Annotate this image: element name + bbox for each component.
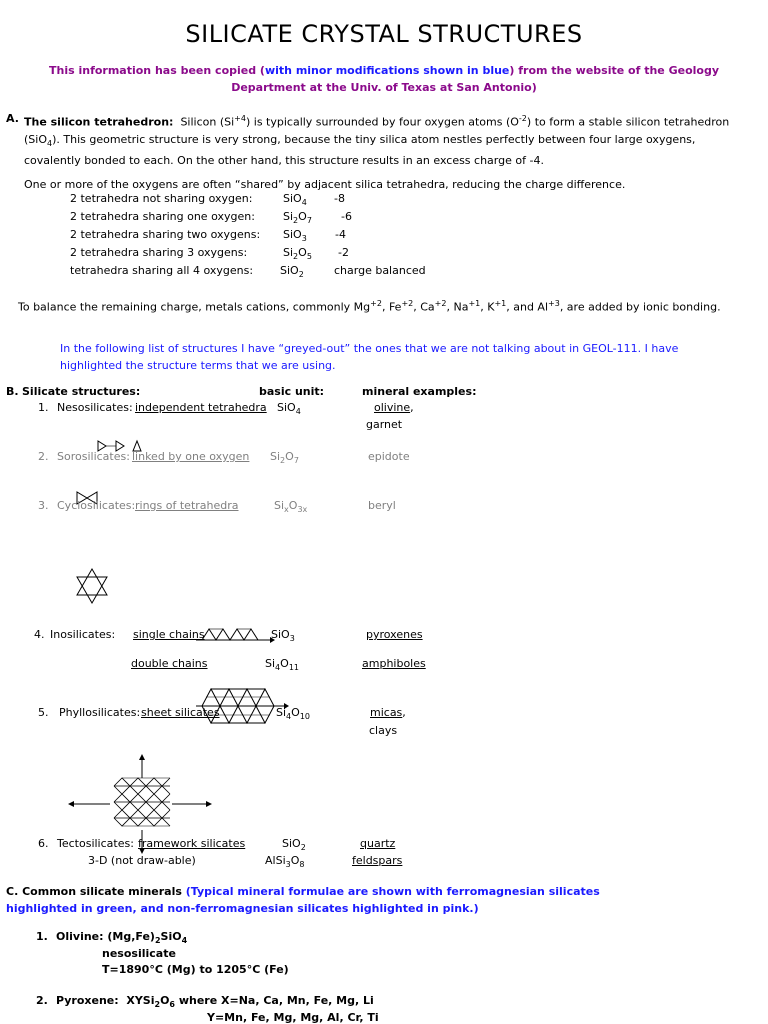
text: Si [265,657,276,670]
sub: 4 [275,663,281,673]
text: SiO [282,837,301,850]
tecto-term: framework silicates [138,837,246,850]
text: (Mg,Fe) [107,930,155,943]
text: , and Al [506,300,549,314]
text: Si [276,706,287,719]
ino-unit-single [271,628,295,643]
phyllo-example-2: clays [369,724,398,737]
sub: 2 [154,936,161,946]
text: O [288,499,298,512]
text: To balance the remaining charge, metals cations, commonly Mg [18,300,371,314]
text: , [402,706,406,719]
text: SiO [160,930,182,943]
sharing-row-formula: SiO$_3$ [283,228,307,244]
sharing-row-desc: 2 tetrahedra sharing one oxygen: [70,210,255,223]
text: ) to form a stable silicon tetrahedron (SiO [24,115,730,146]
text: ). This geometric structure is very strong, because the tiny silica atom nestles perfectly between four large oxygens, covalently bonded to each. On the other hand, this structure results in an excess charge of -4. [24,132,696,167]
olivine-label: Olivine: [56,930,104,943]
intro-text-2: ) from the website of the Geology Department at the Univ. of Texas at San Antonio) [231,64,720,94]
sup: +2 [401,299,414,308]
intro-text-1: his information has been copied ( [56,64,265,77]
ino-number: 4. [34,628,45,641]
sub: 3x [297,505,308,515]
neso-unit [277,401,301,416]
sharing-row-formula: SiO$_2$ [280,264,304,280]
section-c-block [6,883,606,917]
balance-text [18,299,721,314]
tecto-subnote: 3-D (not draw-able) [88,854,196,867]
cyclo-example: beryl [368,499,396,512]
soro-unit [270,450,299,465]
text: Silicon (Si [180,115,235,129]
text: where X=Na, Ca, Mn, Fe, Mg, Li [178,994,374,1007]
soro-example: epidote [368,450,410,463]
ino-term-double: double chains [131,657,208,670]
sub: 3 [285,860,291,870]
sub: 3 [289,634,295,644]
sub: 2 [300,843,306,853]
ino-unit-double [265,657,299,672]
sub: 6 [169,1000,175,1010]
sup: +4 [234,114,246,123]
text: O [291,706,300,719]
pyroxene-line [56,994,374,1009]
sub: 7 [293,456,299,466]
intro-initial: T [48,64,57,77]
sharing-row-desc: 2 tetrahedra sharing two oxygens: [70,228,261,241]
phyllo-number: 5. [38,706,49,719]
pyroxene-number: 2. [36,994,48,1007]
pyroxene-y: Y=Mn, Fe, Mg, Mg, Al, Cr, Ti [207,1011,379,1024]
neso-example [374,401,414,414]
text: O [280,657,289,670]
sub: 4 [181,936,188,946]
section-a-paragraph [24,110,752,169]
tecto-unit-2 [265,854,304,869]
page-title: SILICATE CRYSTAL STRUCTURES [185,20,583,48]
neso-term: independent tetrahedra [135,401,267,414]
text: , Fe [381,300,402,314]
phyllo-term: sheet silicates [141,706,220,719]
section-b-label: B. [6,385,19,398]
text: O [290,854,300,867]
text: ) is typically surrounded by four oxygen atoms (O [245,115,519,129]
text: AlSi [265,854,286,867]
sharing-row-desc: 2 tetrahedra sharing 3 oxygens: [70,246,248,259]
text: , K [480,300,495,314]
greyed-out-note: In the following list of structures I have “greyed-out” the ones that we are not talking about in GEOL-111. I have highlighted the structure terms that we are using. [60,342,679,372]
olivine-number: 1. [36,930,48,943]
phyllo-example [370,706,406,719]
col-basic-unit: basic unit: [259,385,325,398]
ino-example-single: pyroxenes [366,628,423,641]
cyclo-name: Cyclosilicates: [57,499,136,512]
sub: 8 [299,860,305,870]
olivine-type: nesosilicate [102,947,176,960]
text: , Na [446,300,469,314]
pyroxene-label: Pyroxene: [56,994,119,1007]
cyclo-term: rings of tetrahedra [135,499,239,512]
intro-text-blue: with minor modifications shown in blue [264,64,510,77]
tecto-example-2: feldspars [352,854,403,867]
sharing-row-desc: 2 tetrahedra not sharing oxygen: [70,192,253,205]
neso-example-2: garnet [366,418,403,431]
tecto-name: Tectosilicates: [57,837,134,850]
sharing-row-charge: charge balanced [334,264,426,277]
text: O [285,450,294,463]
tecto-example: quartz [360,837,396,850]
sharing-intro: One or more of the oxygens are often “shared” by adjacent silica tetrahedra, reducing the charge difference. [24,178,626,191]
neso-number: 1. [38,401,49,414]
tecto-unit [282,837,306,852]
text: Si [270,450,281,463]
text: , are added by ionic bonding. [559,300,721,314]
sup: -2 [518,114,527,123]
olivine-line [56,930,187,945]
sharing-row-charge: -8 [334,192,345,205]
sharing-row-charge: -2 [338,246,349,259]
sub: 2 [154,1000,161,1010]
sub: 11 [288,663,299,673]
text: , [410,401,414,414]
text: SiO [277,401,296,414]
sharing-row-formula: $Si_2O_5$ [283,246,312,262]
section-a-label: A. [6,112,19,125]
sub: 4 [47,138,53,148]
sharing-row-desc: tetrahedra sharing all 4 oxygens: [70,264,254,277]
section-c-note: (Typical mineral formulae are shown with ferromagnesian silicates highlighted in green, and non-ferromagnesian silicates highlighted in pink.) [6,885,600,915]
sharing-row-charge: -4 [335,228,346,241]
text: SiO [271,628,290,641]
text: micas [370,706,403,719]
section-c-label: C. [6,885,19,898]
sup: +3 [548,299,560,308]
neso-name: Nesosilicates: [57,401,133,414]
phyllo-name: Phyllosilicates: [59,706,141,719]
sub: 10 [299,712,310,722]
cyclo-unit [274,499,307,514]
col-mineral-examples: mineral examples: [362,385,477,398]
sharing-row-formula: $Si_2O_7$ [283,210,312,226]
text: O [160,994,170,1007]
sharing-row-formula: SiO$_4$ [283,192,307,208]
intro-note [12,62,756,96]
soro-number: 2. [38,450,49,463]
ino-example-double: amphiboles [362,657,426,670]
phyllo-unit [276,706,310,721]
text: Si [274,499,285,512]
ring-hexagram-icon [74,568,110,604]
cyclo-number: 3. [38,499,49,512]
sub: 4 [286,712,292,722]
soro-name: Sorosilicates: [57,450,130,463]
single-chain-diagram-icon [196,626,276,646]
section-a-heading: The silicon tetrahedron: [24,115,174,129]
text: , Ca [413,300,435,314]
soro-term: linked by one oxygen [132,450,250,463]
sup: +1 [494,299,507,308]
tecto-number: 6. [38,837,49,850]
text: olivine [374,401,411,414]
ino-term-single: single chains [133,628,205,641]
sup: +2 [434,299,447,308]
sup: +1 [468,299,481,308]
sub: 4 [295,407,301,417]
sub: 2 [280,456,286,466]
text: XYSi [126,994,155,1007]
sharing-row-charge: -6 [341,210,352,223]
section-b-heading: Silicate structures: [22,385,141,398]
olivine-temp: T=1890°C (Mg) to 1205°C (Fe) [102,963,289,976]
section-c-heading: Common silicate minerals [22,885,182,898]
ino-name: Inosilicates: [50,628,116,641]
sup: +2 [370,299,382,308]
sub: x [284,505,289,515]
